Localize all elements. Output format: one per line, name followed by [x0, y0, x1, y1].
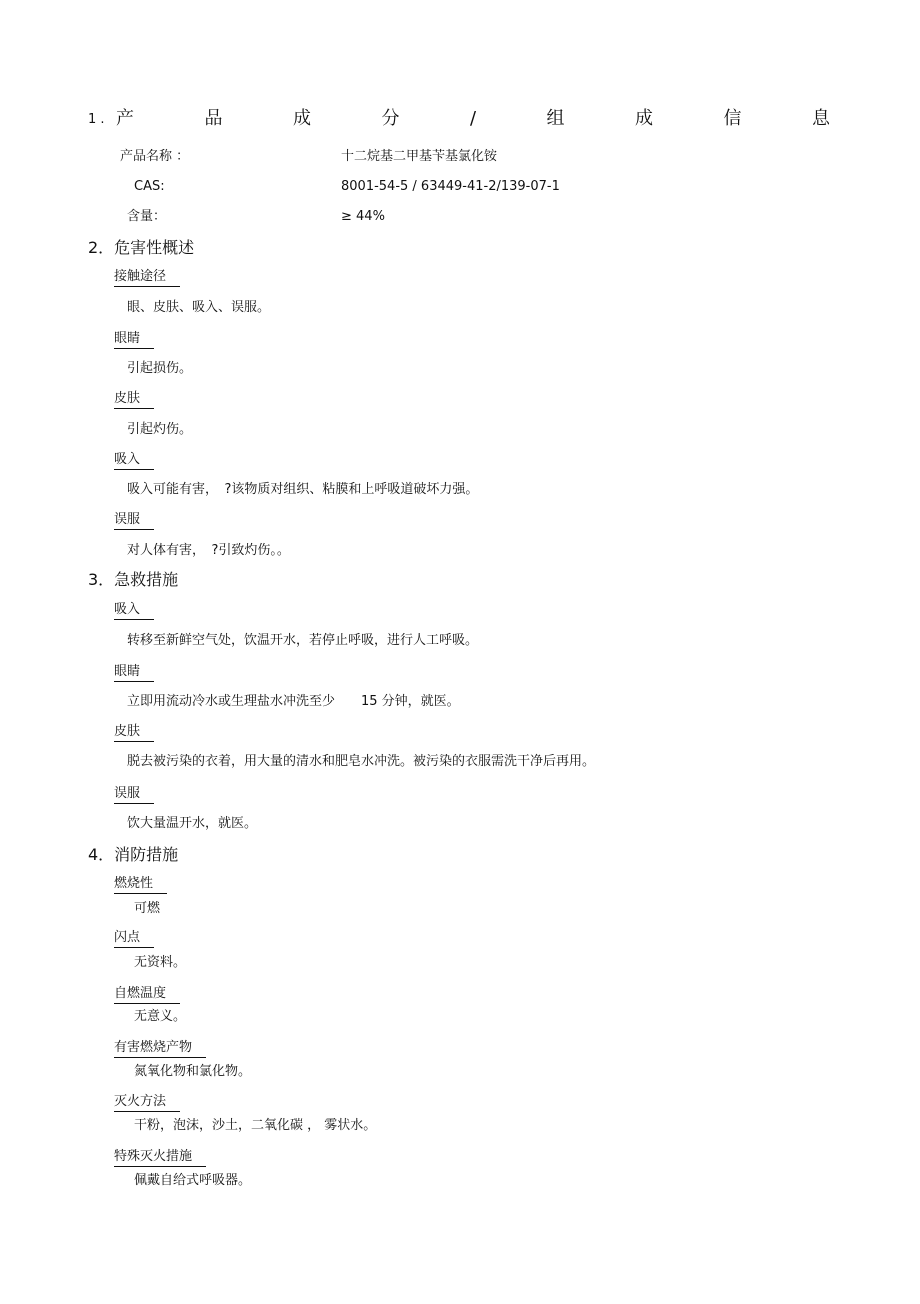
section-3-heading: 3．急救措施: [88, 570, 179, 589]
cas-label: CAS:: [134, 179, 165, 194]
section-2-heading: 2．危害性概述: [88, 238, 195, 257]
aid-ingest-title: 误服: [114, 786, 154, 804]
hazard-eye-text: 引起损伤。: [127, 361, 193, 376]
title-char: 成: [634, 108, 653, 129]
fire-flammability-title: 燃烧性: [114, 876, 167, 894]
product-name-label: 产品名称 ：: [120, 149, 190, 164]
aid-skin-title: 皮肤: [114, 724, 154, 742]
title-char: /: [469, 108, 477, 129]
hazard-skin-text: 引起灼伤。: [127, 422, 193, 437]
fire-flashpoint-title: 闪点: [114, 930, 154, 948]
fire-special-text: 佩戴自给式呼吸器。: [134, 1173, 252, 1188]
content-value: ≥ 44%: [341, 209, 385, 224]
hazard-ingest-text: 对人体有害， ?引致灼伤。。: [127, 543, 290, 558]
fire-method-title: 灭火方法: [114, 1094, 180, 1112]
hazard-route-title: 接触途径: [114, 269, 180, 287]
hazard-eye-title: 眼睛: [114, 331, 154, 349]
title-char: 品: [204, 108, 223, 129]
content-label: 含量：: [127, 209, 167, 224]
hazard-skin-title: 皮肤: [114, 391, 154, 409]
product-name-value: 十二烷基二甲基苄基氯化铵: [341, 149, 498, 164]
fire-products-text: 氮氧化物和氯化物。: [134, 1064, 252, 1079]
fire-flammability-text: 可燃: [134, 901, 161, 916]
aid-inhale-title: 吸入: [114, 602, 154, 620]
title-char: 组: [546, 108, 565, 129]
hazard-inhale-title: 吸入: [114, 452, 154, 470]
fire-autoignition-title: 自燃温度: [114, 986, 180, 1004]
title-char: 产: [116, 108, 134, 129]
title-char: 息: [811, 108, 830, 129]
fire-special-title: 特殊灭火措施: [114, 1149, 206, 1167]
title-char: 成: [292, 108, 311, 129]
section-1-title: [116, 108, 830, 130]
aid-eye-title: 眼睛: [114, 664, 154, 682]
title-char: 信: [723, 108, 742, 129]
aid-eye-text: 立即用流动冷水或生理盐水冲洗至少 15 分钟，就医。: [127, 694, 460, 709]
hazard-ingest-title: 误服: [114, 512, 154, 530]
title-char: 分: [381, 108, 400, 129]
aid-ingest-text: 饮大量温开水，就医。: [127, 816, 258, 831]
hazard-inhale-text: 吸入可能有害， ?该物质对组织、粘膜和上呼吸道破坏力强。: [127, 482, 479, 497]
fire-autoignition-text: 无意义。: [134, 1009, 187, 1024]
hazard-route-text: 眼、皮肤、吸入、误服。: [127, 300, 271, 315]
aid-inhale-text: 转移至新鲜空气处，饮温开水，若停止呼吸，进行人工呼吸。: [127, 633, 479, 648]
section-4-heading: 4．消防措施: [88, 845, 179, 864]
fire-products-title: 有害燃烧产物: [114, 1040, 206, 1058]
aid-skin-text: 脱去被污染的衣着，用大量的清水和肥皂水冲洗。被污染的衣服需洗干净后再用。: [127, 754, 596, 769]
cas-value: 8001-54-5 / 63449-41-2/139-07-1: [341, 179, 560, 194]
fire-method-text: 干粉，泡沫，沙土，二氧化碳 ， 雾状水。: [134, 1118, 377, 1133]
section-1-number: 1 .: [88, 112, 105, 127]
fire-flashpoint-text: 无资料。: [134, 955, 187, 970]
